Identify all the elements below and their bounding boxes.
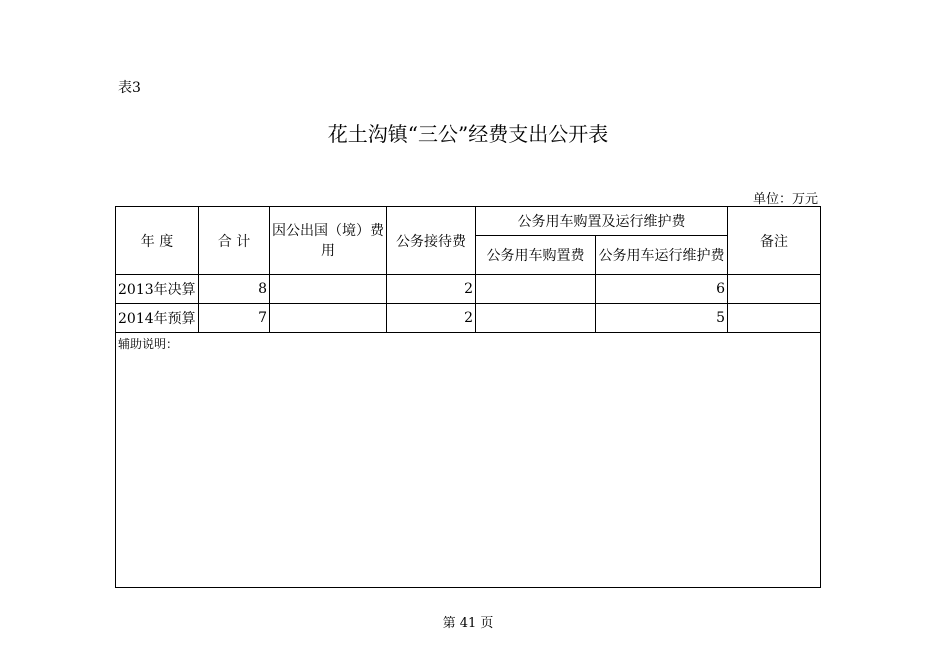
cell-year: 2014年预算 bbox=[116, 304, 199, 333]
header-vehicle-group: 公务用车购置及运行维护费 bbox=[476, 207, 728, 236]
document-title: 花土沟镇“三公”经费支出公开表 bbox=[327, 122, 609, 146]
header-year: 年 度 bbox=[116, 207, 199, 275]
note-row bbox=[116, 333, 821, 588]
table-row bbox=[116, 275, 821, 304]
header-vehicle-purchase: 公务用车购置费 bbox=[476, 236, 596, 275]
cell-reception: 2 bbox=[387, 275, 476, 304]
cell-total: 8 bbox=[199, 275, 270, 304]
cell-vehicle-maintenance: 6 bbox=[596, 275, 728, 304]
cell-vehicle-purchase bbox=[476, 275, 596, 304]
header-vehicle-maintenance: 公务用车运行维护费 bbox=[596, 236, 728, 275]
cell-reception: 2 bbox=[387, 304, 476, 333]
cell-total: 7 bbox=[199, 304, 270, 333]
table-label: 表3 bbox=[118, 80, 141, 96]
cell-remarks bbox=[728, 304, 821, 333]
supplementary-note: 辅助说明： bbox=[116, 333, 821, 588]
cell-year: 2013年决算 bbox=[116, 275, 199, 304]
cell-abroad bbox=[270, 304, 387, 333]
expense-table bbox=[115, 206, 821, 588]
cell-vehicle-maintenance: 5 bbox=[596, 304, 728, 333]
header-abroad: 因公出国（境）费用 bbox=[270, 207, 387, 275]
table-row bbox=[116, 304, 821, 333]
header-total: 合 计 bbox=[199, 207, 270, 275]
header-reception: 公务接待费 bbox=[387, 207, 476, 275]
header-row-1 bbox=[116, 207, 821, 236]
cell-vehicle-purchase bbox=[476, 304, 596, 333]
cell-abroad bbox=[270, 275, 387, 304]
unit-note: 单位：万元 bbox=[752, 192, 818, 207]
cell-remarks bbox=[728, 275, 821, 304]
header-remarks: 备注 bbox=[728, 207, 821, 275]
page-number: 第 41 页 bbox=[442, 616, 494, 631]
